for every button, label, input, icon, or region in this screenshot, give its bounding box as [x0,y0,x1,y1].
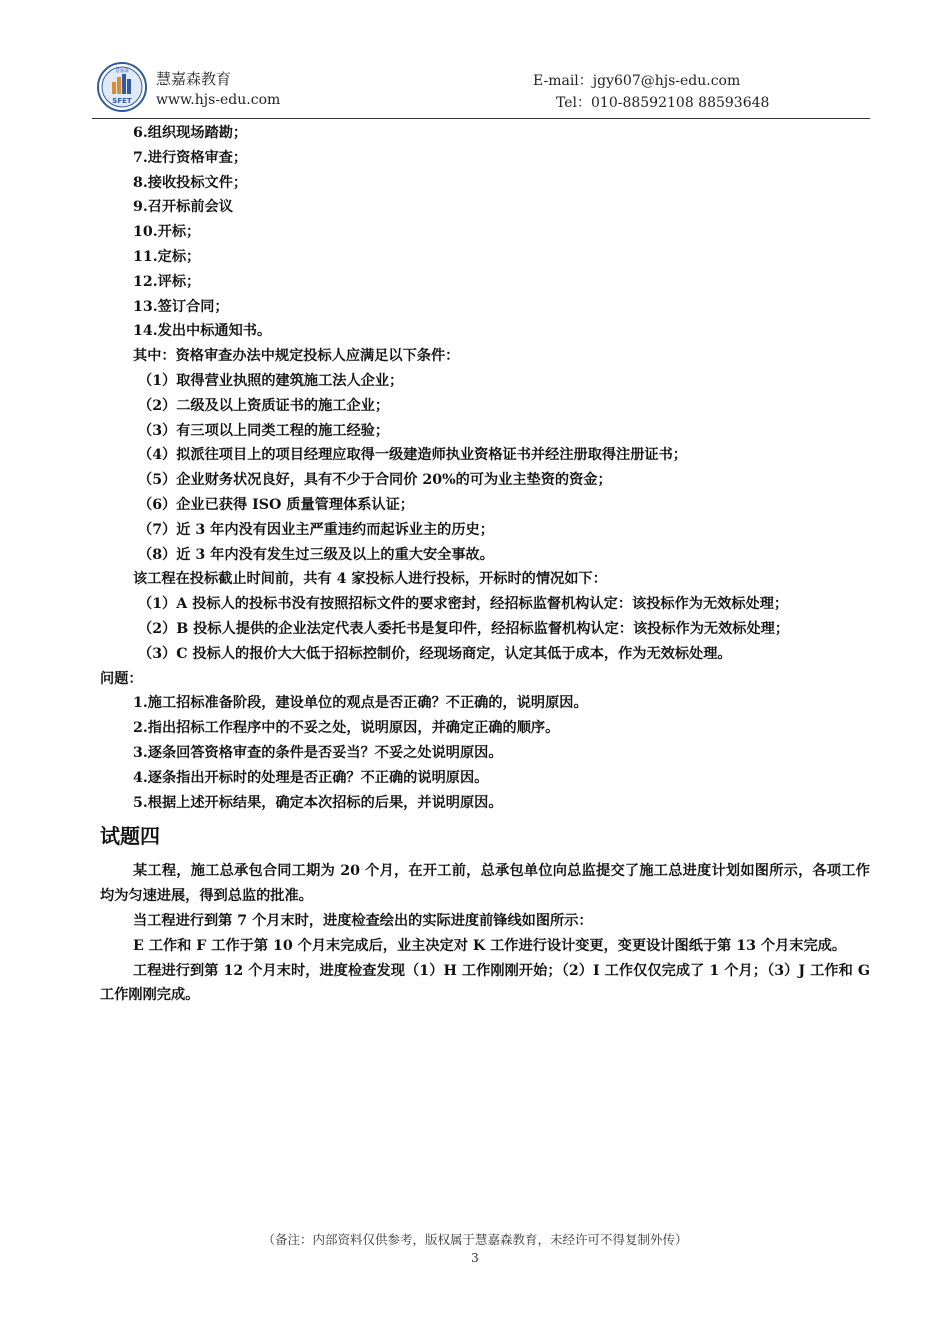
company-website: www.hjs-edu.com [156,92,281,108]
list-item: 8.接收投标文件； [133,174,248,191]
list-item: （4）拟派往项目上的项目经理应取得一级建造师执业资格证书并经注册取得注册证书； [138,447,687,464]
section-title: 试题四 [100,824,160,849]
list-item: （6）企业已获得 ISO 质量管理体系认证； [138,496,414,513]
list-item: （1）取得营业执照的建筑施工法人企业； [138,372,404,389]
list-item: 1.施工招标准备阶段，建设单位的观点是否正确？不正确的，说明原因。 [133,695,588,712]
list-item: 10.开标； [133,224,201,241]
company-name: 慧嘉森教育 [156,70,232,88]
qualification-list [100,369,870,567]
paragraph: 工程进行到第 12 个月末时，进度检查发现（1）H 工作刚刚开始；（2）I 工作仅仅完成了 1 个月；（3）J 工作和 G 工作刚刚完成。 [100,962,870,1004]
qualification-intro: 其中：资格审查办法中规定投标人应满足以下条件： [133,348,460,365]
list-item: 9.召开标前会议 [133,199,233,216]
list-item: （2）B 投标人提供的企业法定代表人委托书是复印件，经招标监督机构认定：该投标作为无效标处理； [138,620,790,637]
bid-cases-list [100,592,870,666]
list-item: 2.指出招标工作程序中的不妥之处，说明原因，并确定正确的顺序。 [133,720,560,737]
footer-note: （备注：内部资料仅供参考，版权属于慧嘉森教育，未经许可不得复制外传） [262,1232,688,1247]
contact-email: E-mail：jgy607@hjs-edu.com [533,73,741,89]
list-item: 3.逐条回答资格审查的条件是否妥当？不妥之处说明原因。 [133,744,503,761]
list-item: 5.根据上述开标结果，确定本次招标的后果，并说明原因。 [133,794,503,811]
list-item: 14.发出中标通知书。 [133,323,272,340]
sfet-logo-icon [97,62,147,112]
page-header [92,56,870,118]
bid-intro: 该工程在投标截止时间前，共有 4 家投标人进行投标，开标时的情况如下： [133,571,607,588]
paragraph: 某工程，施工总承包合同工期为 20 个月，在开工前，总承包单位向总监提交了施工总进度计划如图所示，各项工作均为匀速进展，得到总监的批准。 [100,863,870,905]
list-item: 4.逐条指出开标时的处理是否正确？不正确的说明原因。 [133,769,489,786]
list-item: （7）近 3 年内没有因业主严重违约而起诉业主的历史； [138,521,494,538]
list-item: 13.签订合同； [133,298,229,315]
list-item: 11.定标； [133,248,201,265]
list-item: 12.评标； [133,273,201,290]
list-item: （3）C 投标人的报价大大低于招标控制价，经现场商定，认定其低于成本，作为无效标处理。 [138,645,732,662]
contact-tel: Tel：010-88592108 88593648 [556,95,770,111]
paragraph: E 工作和 F 工作于第 10 个月末完成后，业主决定对 K 工作进行设计变更，变更设计图纸于第 13 个月末完成。 [133,937,847,954]
document-body [100,121,870,1008]
list-item: （2）二级及以上资质证书的施工企业； [138,397,390,414]
questions-list [100,691,870,815]
list-item: （8）近 3 年内没有发生过三级及以上的重大安全事故。 [138,546,494,563]
list-item: 7.进行资格审查； [133,149,248,166]
paragraph: 当工程进行到第 7 个月末时，进度检查绘出的实际进度前锋线如图所示： [133,912,593,929]
questions-label: 问题： [100,670,143,687]
header-divider [92,118,870,119]
list-item: （5）企业财务状况良好，具有不少于合同价 20%的可为业主垫资的资金； [138,472,612,489]
tender-steps-list [100,121,870,344]
list-item: 6.组织现场踏勘； [133,125,248,141]
list-item: （3）有三项以上同类工程的施工经验； [138,422,390,439]
list-item: （1）A 投标人的投标书没有按照招标文件的要求密封，经招标监督机构认定：该投标作为无效标处理； [138,596,789,613]
svg-text:SFET: SFET [112,97,132,105]
svg-text:慧嘉森: 慧嘉森 [115,69,129,74]
page-number: 3 [471,1251,479,1265]
section-body [100,859,870,1008]
